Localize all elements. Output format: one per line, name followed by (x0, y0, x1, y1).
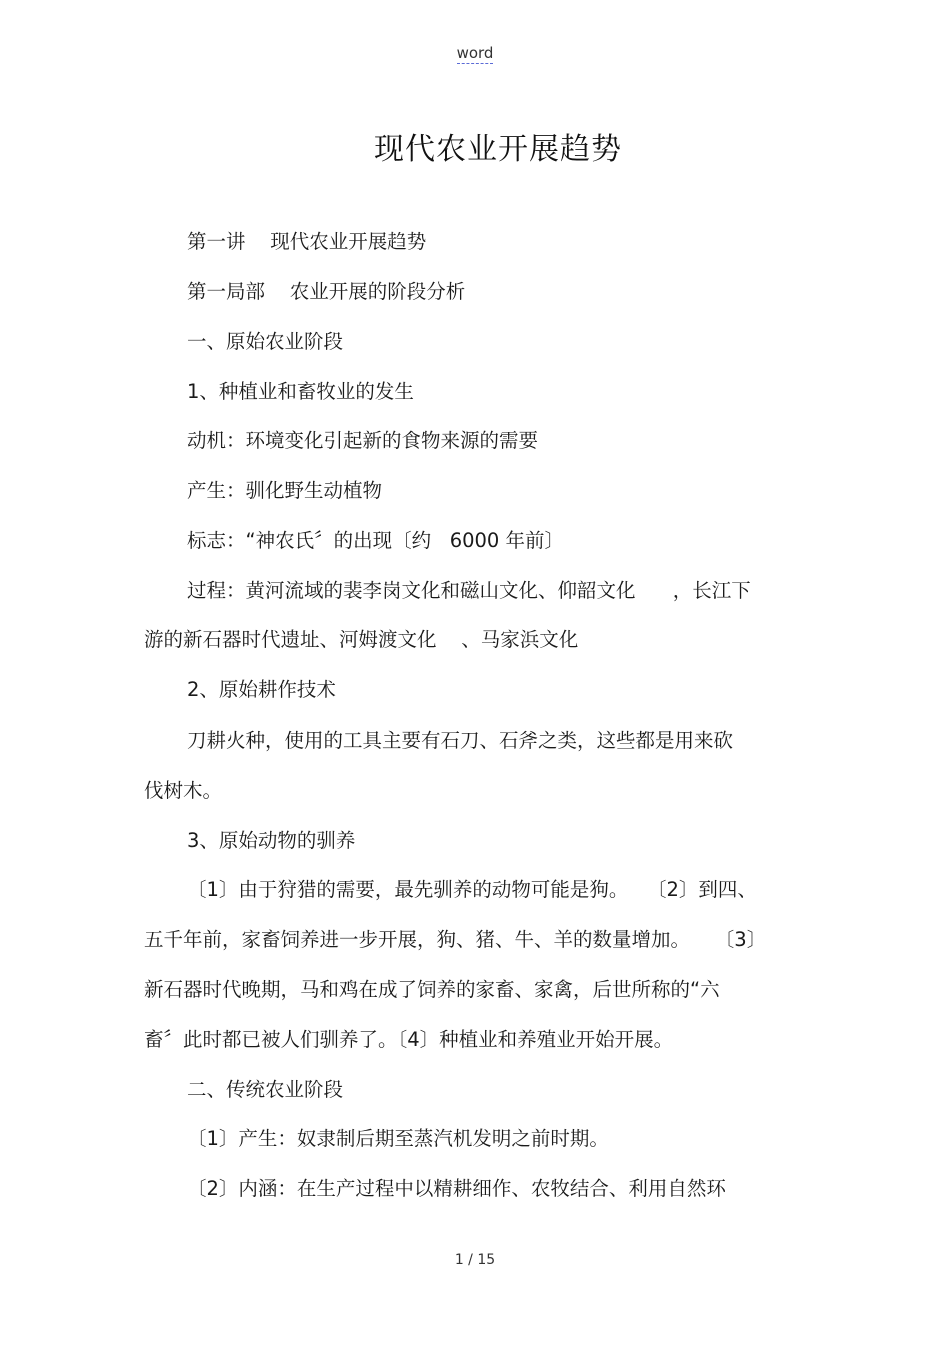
paragraph-line: 五千年前，家畜饲养进一步开展，狗、猪、牛、羊的数量增加。 〔3〕 (144, 928, 767, 951)
paragraph-line: 游的新石器时代遗址、河姆渡文化 、马家浜文化 (144, 628, 579, 651)
document-title: 现代农业开展趋势 (374, 132, 622, 167)
paragraph-line: 新石器时代晚期，马和鸡在成了饲养的家畜、家禽，后世所称的“六 (144, 978, 720, 1001)
lecture-heading: 第一讲 现代农业开展趋势 (187, 230, 427, 253)
header-word-label: word (456, 44, 494, 62)
paragraph-line: 〔2〕内涵：在生产过程中以精耕细作、农牧结合、利用自然环 (187, 1177, 726, 1200)
part-heading: 第一局部 农业开展的阶段分析 (187, 280, 466, 303)
paragraph-line: 刀耕火种，使用的工具主要有石刀、石斧之类，这些都是用来砍 (187, 729, 734, 752)
paragraph-line: 标志：“神农氏〞的出现〔约 6000 年前〕 (187, 529, 565, 552)
paragraph-line: 〔1〕由于狩猎的需要，最先驯养的动物可能是狗。 〔2〕到四、 (187, 878, 757, 901)
page-number: 1 / 15 (454, 1252, 496, 1268)
section-heading: 一、原始农业阶段 (187, 330, 344, 353)
subsection-heading: 2、原始耕作技术 (187, 678, 336, 701)
paragraph-line: 伐树木。 (144, 779, 223, 802)
paragraph-line: 动机：环境变化引起新的食物来源的需要 (187, 429, 539, 452)
subsection-heading: 3、原始动物的驯养 (187, 829, 356, 852)
section-heading: 二、传统农业阶段 (187, 1078, 344, 1101)
paragraph-line: 〔1〕产生：奴隶制后期至蒸汽机发明之前时期。 (187, 1127, 609, 1150)
paragraph-line: 过程：黄河流域的裴李岗文化和磁山文化、仰韶文化 ，长江下 (187, 579, 751, 602)
subsection-heading: 1、种植业和畜牧业的发生 (187, 380, 414, 403)
paragraph-line: 畜〞此时都已被人们驯养了。〔4〕种植业和养殖业开始开展。 (144, 1028, 674, 1051)
paragraph-line: 产生：驯化野生动植物 (187, 479, 383, 502)
page-header (0, 44, 950, 62)
